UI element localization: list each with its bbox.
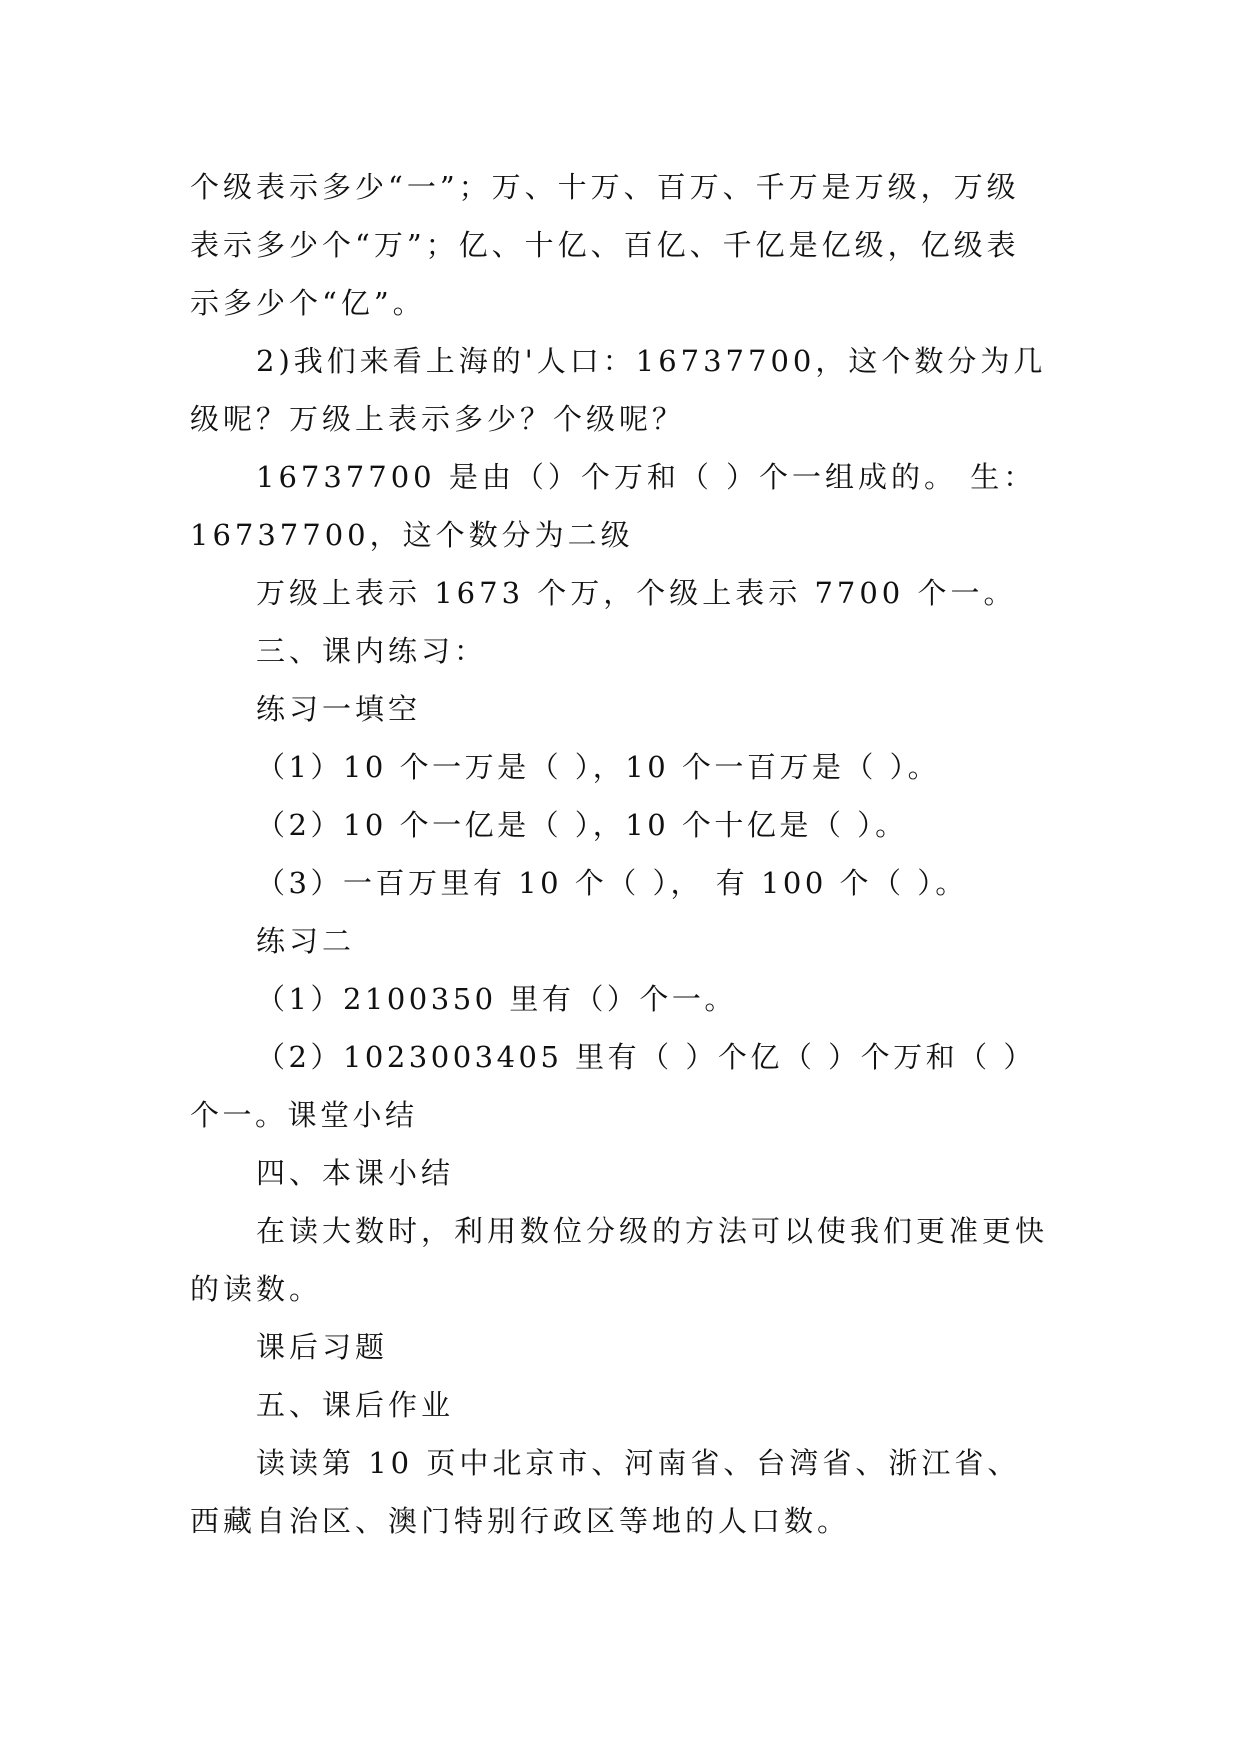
exercise-one-title: 练习一填空 bbox=[256, 692, 422, 726]
exercise-two-item-1: （1）2100350 里有（）个一。 bbox=[256, 982, 737, 1016]
exercise-one-item-2: （2）10 个一亿是（ ），10 个十亿是（ ）。 bbox=[256, 808, 908, 842]
paragraph-homework: 读读第 10 页中北京市、河南省、台湾省、浙江省、西藏自治区、澳门特别行政区等地的人口数。 bbox=[190, 1446, 1021, 1538]
document-body bbox=[190, 158, 1050, 1550]
section-heading-in-class-practice: 三、课内练习： bbox=[256, 634, 488, 668]
exercise-two-item-2: （2）1023003405 里有（ ）个亿（ ）个万和（ ）个一。课堂小结 bbox=[190, 1040, 1036, 1132]
exercise-one-item-3: （3）一百万里有 10 个（ ）， 有 100 个（ ）。 bbox=[256, 866, 968, 900]
paragraph-composition-question: 16737700 是由（）个万和（ ）个一组成的。 生：16737700，这个数分为二级 bbox=[190, 460, 1037, 552]
section-heading-lesson-summary: 四、本课小结 bbox=[256, 1156, 455, 1190]
paragraph-shanghai-population: 2)我们来看上海的'人口：16737700，这个数分为几级呢？万级上表示多少？个级呢？ bbox=[190, 344, 1047, 436]
section-heading-homework: 五、课后作业 bbox=[256, 1388, 455, 1422]
exercise-one-item-1: （1）10 个一万是（ ），10 个一百万是（ ）。 bbox=[256, 750, 941, 784]
paragraph-summary: 在读大数时，利用数位分级的方法可以使我们更准更快的读数。 bbox=[190, 1214, 1049, 1306]
paragraph-composition-answer: 万级上表示 1673 个万，个级上表示 7700 个一。 bbox=[256, 576, 1017, 610]
exercise-two-title: 练习二 bbox=[256, 924, 356, 958]
paragraph-after-class-exercises: 课后习题 bbox=[256, 1330, 389, 1364]
paragraph-digit-groups: 个级表示多少“一”；万、十万、百万、千万是万级，万级表示多少个“万”；亿、十亿、百亿、千亿是亿级，亿级表示多少个“亿”。 bbox=[190, 170, 1020, 320]
